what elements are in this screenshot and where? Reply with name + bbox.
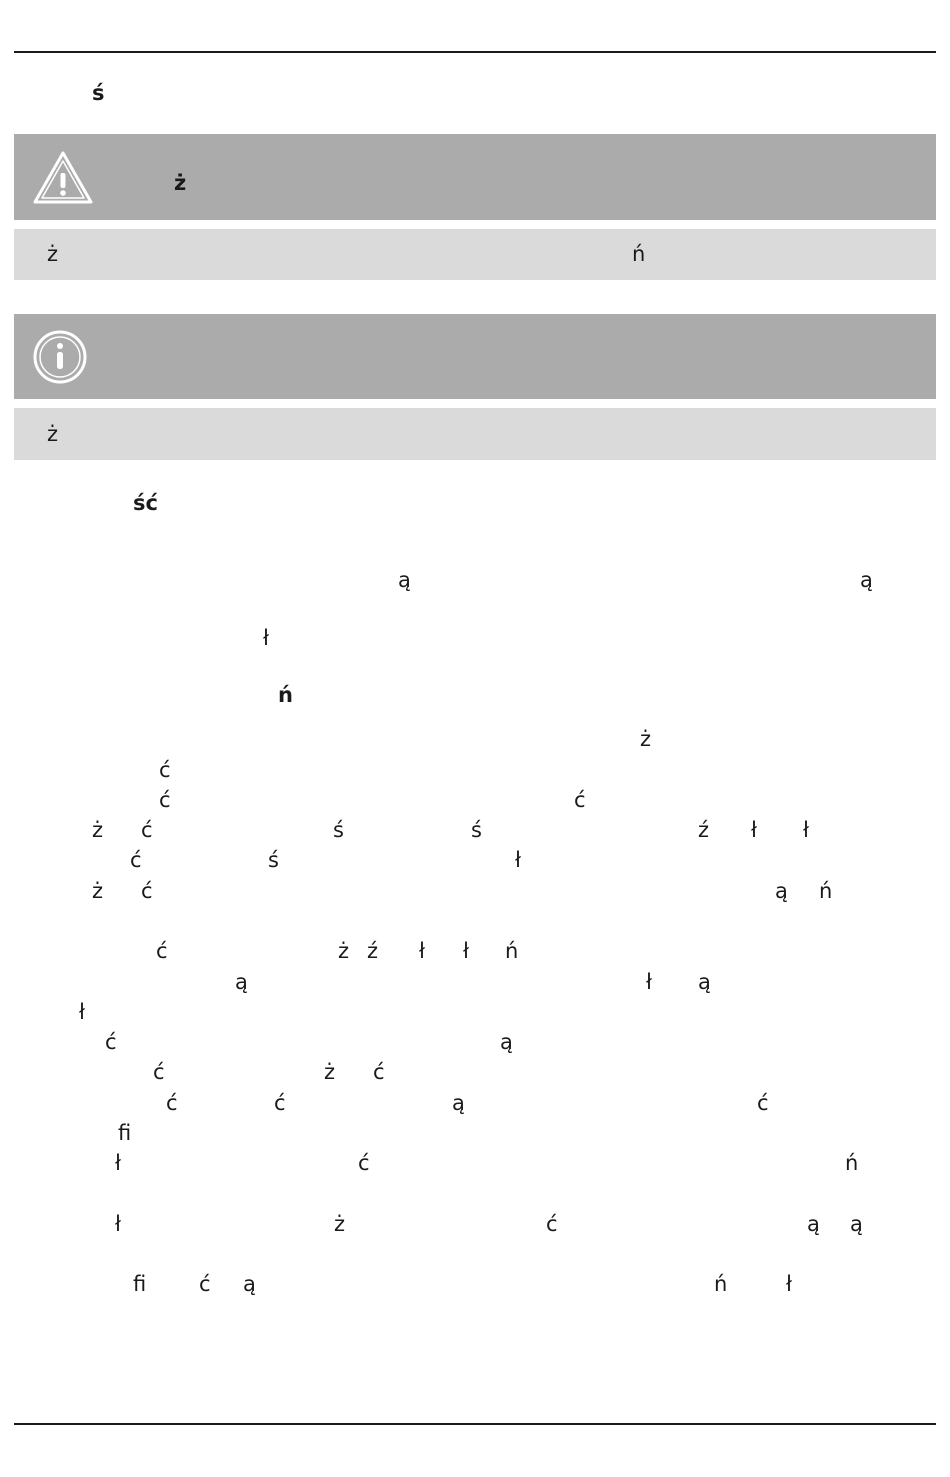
body-glyph: ż [338,939,350,963]
warning-title: ż [174,171,187,195]
body-glyph: ą [243,1272,256,1296]
body-glyph: ć [156,939,168,963]
body-glyph: ł [463,939,469,963]
body-glyph: ć [141,818,153,842]
body-glyph: ć [166,1091,178,1115]
body-glyph: ń [819,879,833,903]
body-glyph: ł [419,939,425,963]
body-glyph: ś [268,848,279,872]
body-glyph: ś [333,818,344,842]
body-glyph: ł [803,818,809,842]
body-glyph: ł [786,1272,792,1296]
body-glyph: ż [334,1212,346,1236]
body-glyph: ł [751,818,757,842]
body-glyph: fi [118,1121,132,1145]
header-heading: ś [92,81,105,105]
body-glyph: ł [646,970,652,994]
warning-body [14,229,936,280]
body-glyph: ą [235,970,248,994]
body-glyph: ą [500,1030,513,1054]
body-glyph: ł [115,1212,121,1236]
body-glyph: ć [274,1091,286,1115]
body-glyph: ź [367,939,379,963]
body-glyph: ć [141,879,153,903]
body-glyph: ż [92,818,104,842]
body-glyph: ć [159,788,171,812]
body-glyph: ń [845,1151,859,1175]
body-glyph: ż [640,727,652,751]
section-heading: ść [133,491,158,515]
body-glyph: ć [358,1151,370,1175]
body-glyph: ą [860,568,873,592]
body-glyph: ć [574,788,586,812]
warning-body-glyph: ż [47,242,59,266]
body-glyph: ż [92,879,104,903]
body-glyph: ń [505,939,519,963]
subheading: ń [278,683,293,707]
bottom-rule [14,1423,936,1425]
body-glyph: ł [263,626,269,650]
body-glyph: ć [153,1060,165,1084]
body-glyph: ą [807,1212,820,1236]
body-glyph: ą [775,879,788,903]
body-glyph: ł [79,1000,85,1024]
body-glyph: ś [471,818,482,842]
body-glyph: ł [115,1151,121,1175]
warning-header [14,134,936,220]
body-glyph: fi [133,1272,147,1296]
body-glyph: ń [714,1272,728,1296]
body-glyph: ż [324,1060,336,1084]
body-glyph: ą [398,568,411,592]
top-rule [14,51,936,53]
body-glyph: ą [698,970,711,994]
body-glyph: ć [546,1212,558,1236]
warning-triangle-icon [32,150,94,206]
note-header [14,314,936,399]
body-glyph: ć [130,848,142,872]
body-glyph: ć [373,1060,385,1084]
body-glyph: ć [199,1272,211,1296]
body-glyph: ć [159,758,171,782]
note-body-glyph: ż [47,422,59,446]
body-glyph: ć [757,1091,769,1115]
body-glyph: ź [698,818,710,842]
body-glyph: ą [452,1091,465,1115]
info-circle-icon [32,329,88,385]
warning-body-glyph: ń [632,242,646,266]
note-body [14,408,936,460]
body-glyph: ą [850,1212,863,1236]
body-glyph: ł [515,848,521,872]
body-glyph: ć [105,1030,117,1054]
